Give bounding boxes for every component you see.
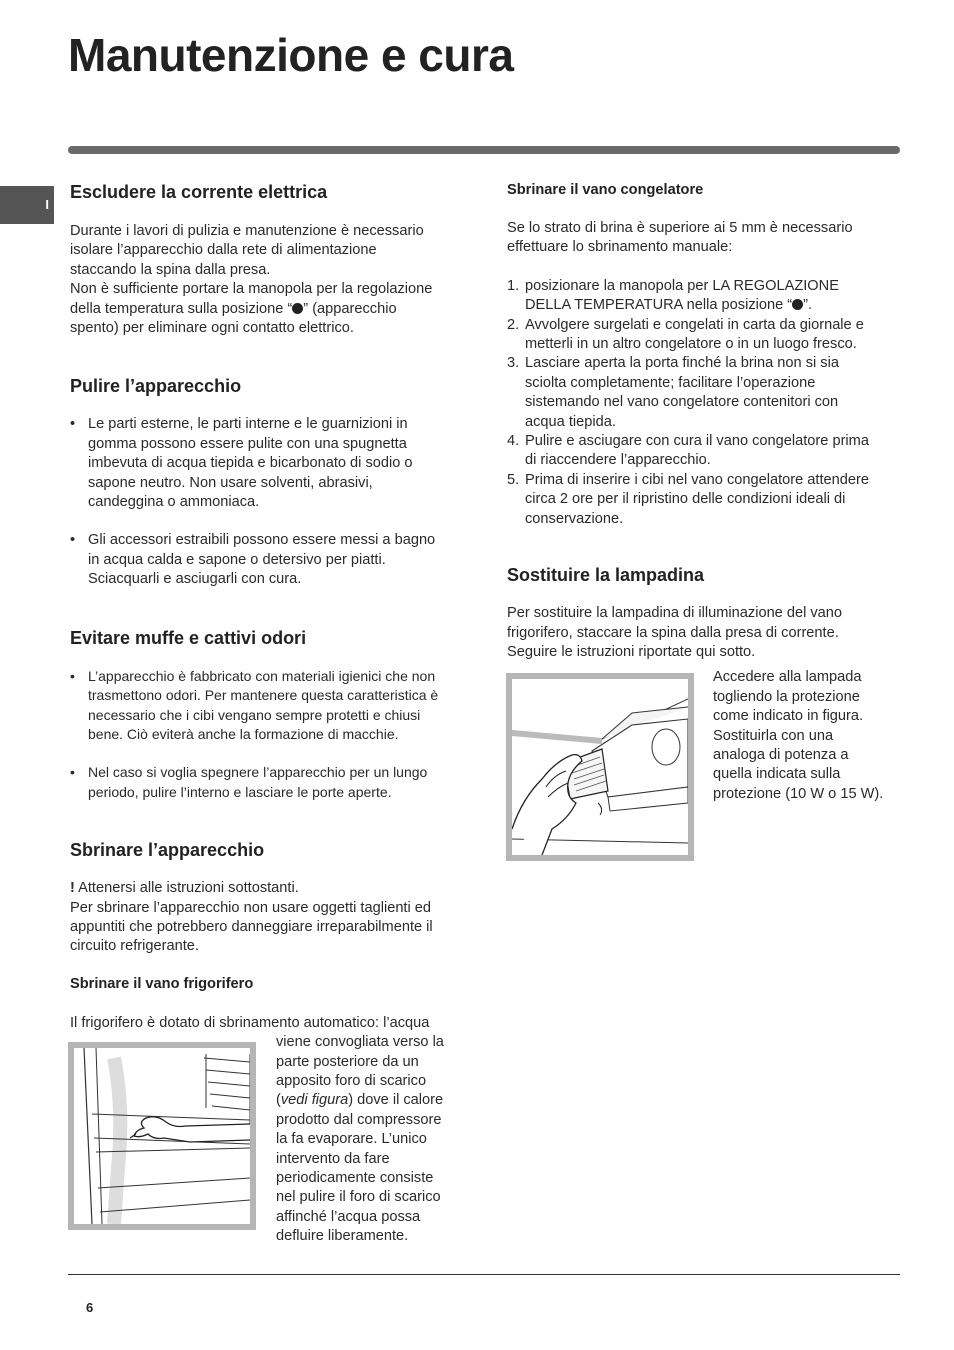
section-heading-lamp: Sostituire la lampadina bbox=[507, 565, 705, 586]
text-line: protezione (10 W o 15 W). bbox=[713, 785, 884, 802]
figure-reference: vedi figura bbox=[280, 1092, 349, 1109]
text-line: Attenersi alle istruzioni sottostanti. bbox=[78, 880, 299, 897]
text-line: Avvolgere surgelati e congelati in carta da giornale e bbox=[525, 316, 864, 333]
text-line: la fa evaporare. L’unico bbox=[276, 1131, 427, 1148]
language-tab-label: I bbox=[45, 197, 49, 212]
section-heading-odors: Evitare muffe e cattivi odori bbox=[70, 627, 307, 648]
subheading-fridge-defrost: Sbrinare il vano frigorifero bbox=[70, 975, 254, 992]
section-heading-defrost: Sbrinare l’apparecchio bbox=[70, 840, 265, 861]
step-item bbox=[507, 316, 899, 355]
lamp-figure bbox=[506, 673, 694, 861]
text-line: periodicamente consiste bbox=[276, 1170, 434, 1186]
text-line: Per sostituire la lampadina di illuminazione del vano bbox=[507, 605, 843, 622]
text-line: ) dove il calore bbox=[348, 1092, 444, 1109]
step-number: 3. bbox=[507, 355, 520, 372]
text-line: Gli accessori estraibili possono essere messi a bagno bbox=[88, 532, 436, 549]
text-line: metterli in un altro congelatore o in un luogo fresco. bbox=[525, 336, 857, 353]
step-item bbox=[507, 277, 899, 316]
text-line: prodotto dal compressore bbox=[276, 1111, 442, 1128]
list-item bbox=[70, 531, 466, 589]
odors-list bbox=[70, 667, 466, 802]
text-line: togliendo la protezione bbox=[713, 688, 860, 705]
text-line: ” (apparecchio bbox=[303, 300, 397, 317]
step-number: 1. bbox=[507, 277, 520, 294]
text-line: effettuare lo sbrinamento manuale: bbox=[507, 239, 733, 256]
section-heading-power: Escludere la corrente elettrica bbox=[70, 182, 328, 202]
list-item bbox=[70, 415, 466, 512]
subheading-freezer-defrost: Sbrinare il vano congelatore bbox=[507, 182, 704, 198]
text-line: Lasciare aperta la porta finché la brina non si sia bbox=[525, 355, 839, 372]
text-line: in acqua calda e sapone o detersivo per piatti. bbox=[88, 551, 386, 568]
right-column bbox=[507, 181, 899, 862]
text-line: Non è sufficiente portare la manopola per la regolazione bbox=[70, 281, 433, 298]
step-number: 5. bbox=[507, 471, 520, 488]
step-number: 4. bbox=[507, 433, 520, 450]
off-position-icon bbox=[292, 303, 303, 314]
text-line: candeggina o ammoniaca. bbox=[88, 494, 260, 511]
text-line: ”. bbox=[803, 297, 813, 314]
left-column bbox=[70, 181, 466, 1245]
text-line: conservazione. bbox=[525, 510, 624, 527]
text-line: sistemando nel vano congelatore contenitori con bbox=[525, 394, 839, 411]
text-line: frigorifero, staccare la spina dalla presa di corrente. bbox=[507, 624, 839, 641]
text-line: parte posteriore da un bbox=[276, 1053, 419, 1070]
text-line: L’apparecchio è fabbricato con materiali igienici che non bbox=[88, 667, 436, 684]
text-line: imbevuta di acqua tiepida e bicarbonato di sodio o bbox=[88, 455, 413, 472]
lamp-replacement-illustration bbox=[512, 679, 688, 855]
text-line: come indicato in figura. bbox=[713, 708, 864, 725]
power-text bbox=[70, 222, 466, 338]
text-line: apposito foro di scarico bbox=[276, 1072, 427, 1089]
page-title: Manutenzione e cura bbox=[68, 29, 514, 81]
text-line: Sciacquarli e asciugarli con cura. bbox=[88, 571, 302, 588]
cleaning-list bbox=[70, 415, 466, 589]
defrost-text bbox=[70, 879, 466, 957]
text-line: DELLA TEMPERATURA nella posizione “ bbox=[525, 297, 793, 314]
fridge-drain-figure bbox=[68, 1042, 256, 1230]
text-line: nel pulire il foro di scarico bbox=[276, 1189, 441, 1206]
lamp-block bbox=[507, 662, 899, 862]
freezer-defrost-intro bbox=[507, 219, 899, 258]
text-line: affinché l’acqua possa bbox=[276, 1208, 421, 1225]
text-line: trasmettono odori. Per mantenere questa caratteristica è bbox=[88, 687, 439, 704]
text-line: circuito refrigerante. bbox=[70, 938, 199, 955]
warning-mark: ! bbox=[70, 880, 75, 897]
list-item bbox=[70, 667, 466, 745]
text-line: viene convogliata verso la bbox=[276, 1034, 444, 1051]
text-line: quella indicata sulla bbox=[713, 766, 841, 783]
text-line: di riaccendere l’apparecchio. bbox=[525, 452, 711, 469]
text-line: Le parti esterne, le parti interne e le guarnizioni in bbox=[88, 416, 408, 433]
page-number: 6 bbox=[86, 1300, 94, 1315]
fridge-drain-illustration bbox=[74, 1048, 250, 1224]
text-line: Seguire le istruzioni riportate qui sotto. bbox=[507, 643, 756, 660]
step-item bbox=[507, 354, 899, 432]
text-line: analoga di potenza a bbox=[713, 746, 849, 763]
fridge-defrost-wrap-text bbox=[276, 1033, 466, 1246]
text-line: Per sbrinare l’apparecchio non usare oggetti taglienti ed bbox=[70, 899, 432, 916]
text-line: circa 2 ore per il ripristino delle condizioni ideali di bbox=[525, 491, 846, 508]
text-line: necessario che i cibi vengano sempre protetti e chiusi bbox=[88, 706, 421, 723]
text-line: Nel caso si voglia spegnere l’apparecchio per un lungo bbox=[88, 764, 428, 781]
footer-divider bbox=[68, 1274, 900, 1275]
text-line: Accedere alla lampada bbox=[713, 669, 862, 686]
text-line: intervento da fare bbox=[276, 1150, 390, 1167]
text-line: Durante i lavori di pulizia e manutenzione è necessario bbox=[70, 223, 424, 239]
text-line: della temperatura sulla posizione “ bbox=[70, 300, 293, 317]
list-item bbox=[70, 763, 466, 802]
text-line: sciolta completamente; facilitare l’operazione bbox=[525, 374, 816, 391]
text-line: gomma possono essere pulite con una spugnetta bbox=[88, 435, 407, 452]
off-position-icon bbox=[792, 299, 803, 310]
text-line: posizionare la manopola per LA REGOLAZIONE bbox=[525, 277, 839, 294]
text-line: Se lo strato di brina è superiore ai 5 mm è necessario bbox=[507, 220, 853, 236]
text-line: appuntiti che potrebbero danneggiare irreparabilmente il bbox=[70, 918, 433, 935]
text-line: Prima di inserire i cibi nel vano congelatore attendere bbox=[525, 471, 869, 488]
text-line: Pulire e asciugare con cura il vano congelatore prima bbox=[525, 433, 869, 450]
fridge-defrost-intro: Il frigorifero è dotato di sbrinamento automatico: l’acqua bbox=[70, 1014, 430, 1031]
text-line: acqua tiepida. bbox=[525, 413, 616, 430]
text-line: ( bbox=[276, 1092, 281, 1109]
lamp-wrap-text bbox=[713, 668, 903, 804]
step-item bbox=[507, 471, 899, 529]
fridge-defrost-block bbox=[70, 1033, 466, 1245]
text-line: isolare l’apparecchio dalla rete di alimentazione bbox=[70, 242, 377, 259]
text-line: defluire liberamente. bbox=[276, 1228, 409, 1245]
text-line: Sostituirla con una bbox=[713, 727, 834, 744]
step-number: 2. bbox=[507, 316, 520, 333]
section-heading-cleaning: Pulire l’apparecchio bbox=[70, 376, 242, 397]
lamp-intro bbox=[507, 604, 899, 662]
text-line: spento) per eliminare ogni contatto elettrico. bbox=[70, 320, 354, 337]
language-tab bbox=[0, 186, 54, 224]
step-item bbox=[507, 432, 899, 471]
defrost-steps bbox=[507, 277, 899, 529]
text-line: bene. Ciò eviterà anche la formazione di macchie. bbox=[88, 725, 399, 742]
header-divider bbox=[68, 146, 900, 154]
text-line: staccando la spina dalla presa. bbox=[70, 261, 271, 278]
text-line: periodo, pulire l’interno e lasciare le porte aperte. bbox=[88, 783, 392, 800]
text-line: sapone neutro. Non usare solventi, abrasivi, bbox=[88, 474, 373, 491]
